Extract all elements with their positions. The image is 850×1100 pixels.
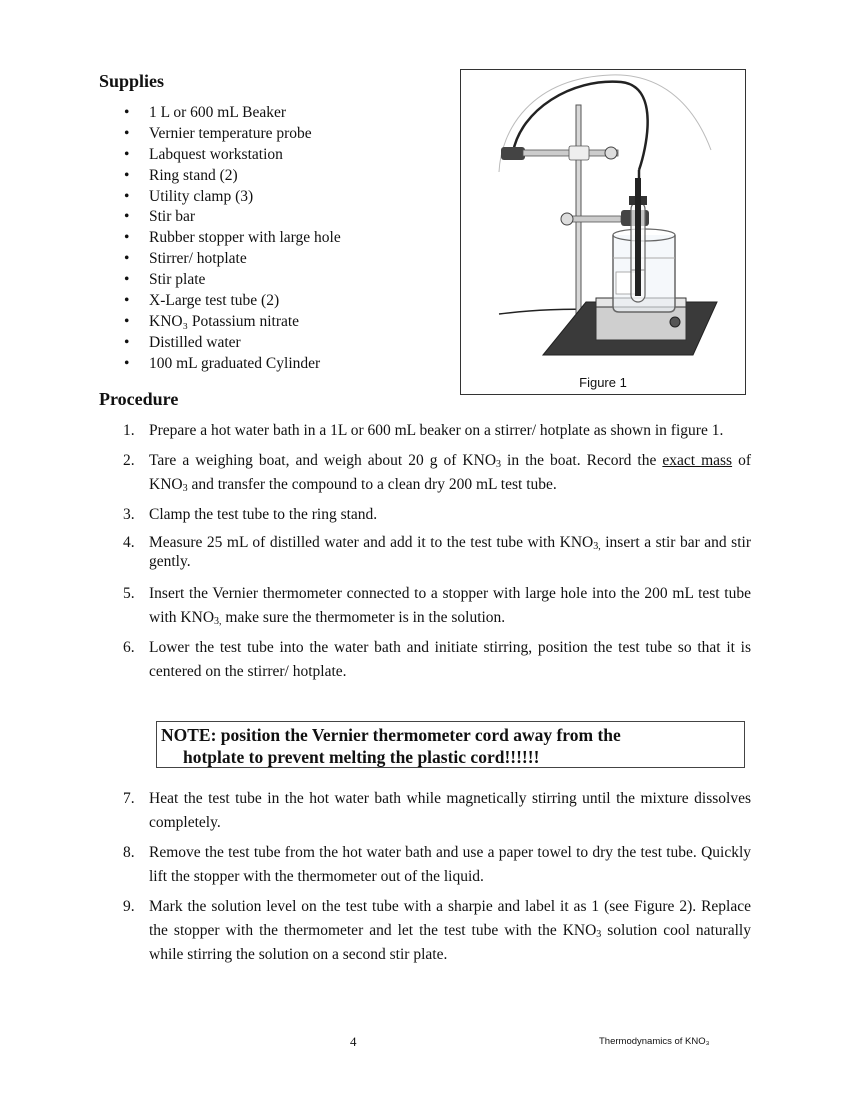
supplies-heading: Supplies bbox=[99, 71, 165, 91]
step-text: Insert the Vernier thermometer connected to a stopper with large hole into the 200 mL test tube with KNO bbox=[149, 585, 751, 626]
procedure-step-9 bbox=[123, 895, 751, 967]
subscript: 3, bbox=[593, 541, 601, 552]
step-text: and transfer the compound to a clean dry 200 mL test tube. bbox=[187, 476, 557, 493]
procedure-step-2 bbox=[123, 449, 751, 497]
supply-item: • Ring stand (2) bbox=[124, 166, 341, 187]
subscript: 3, bbox=[214, 616, 222, 627]
step-number: 1. bbox=[123, 422, 135, 439]
step-text: solution cool naturally while stirring the solution on a second stir plate. bbox=[149, 922, 751, 963]
subscript: 3 bbox=[182, 483, 188, 494]
apparatus-illustration bbox=[461, 70, 745, 370]
lower-clamp-knob bbox=[561, 213, 573, 225]
page-number: 4 bbox=[350, 1034, 357, 1049]
step-text: in the boat. Record the bbox=[501, 452, 663, 469]
supply-item: • 1 L or 600 mL Beaker bbox=[124, 103, 341, 124]
step-text: insert a stir bar and stir gently. bbox=[149, 534, 751, 570]
step-number: 5. bbox=[123, 585, 135, 602]
figure-1 bbox=[460, 69, 746, 395]
step-text: Remove the test tube from the hot water bath and use a paper towel to dry the test tube. Quickly lift the stopper with the thermometer out of the liquid. bbox=[149, 844, 751, 885]
step-text: of KNO bbox=[149, 452, 752, 493]
supply-item: • KNO₃ Potassium nitrate bbox=[124, 312, 341, 333]
step-text: make sure the thermometer is in the solution. bbox=[221, 609, 506, 626]
supply-item: • X-Large test tube (2) bbox=[124, 291, 341, 312]
procedure-step-7 bbox=[123, 787, 751, 835]
note-box bbox=[156, 721, 745, 768]
note-line-1: NOTE: position the Vernier thermometer cord away from the bbox=[161, 725, 621, 745]
step-text: Measure 25 mL of distilled water and add it to the test tube with KNO bbox=[149, 534, 594, 551]
step-number: 9. bbox=[123, 898, 135, 915]
upper-clamp-knob bbox=[605, 147, 617, 159]
step-text: Clamp the test tube to the ring stand. bbox=[149, 506, 378, 523]
procedure-step-4 bbox=[123, 533, 751, 571]
step-text: Tare a weighing boat, and weigh about 20 g of KNO bbox=[149, 452, 497, 469]
procedure-steps bbox=[123, 419, 751, 690]
supply-item: • Stir bar bbox=[124, 207, 341, 228]
step-text: Lower the test tube into the water bath and initiate stirring, position the test tube so that it is centered on the stirrer/ hotplate. bbox=[149, 639, 751, 680]
upper-clamp-jaw bbox=[501, 147, 525, 160]
step-text: Heat the test tube in the hot water bath while magnetically stirring until the mixture dissolves completely. bbox=[149, 790, 751, 831]
supply-item: • Stir plate bbox=[124, 270, 341, 291]
ring-stand-rod bbox=[576, 105, 581, 340]
footer-title: Thermodynamics of KNO₃ bbox=[599, 1036, 710, 1047]
supply-item: • Distilled water bbox=[124, 333, 341, 354]
procedure-steps-continued bbox=[123, 787, 751, 973]
note-line-2: hotplate to prevent melting the plastic cord!!!!!! bbox=[183, 747, 540, 767]
background-arc bbox=[499, 75, 711, 172]
procedure-heading: Procedure bbox=[99, 389, 179, 409]
procedure-step-1 bbox=[123, 419, 751, 443]
step-text: Prepare a hot water bath in a 1L or 600 mL beaker on a stirrer/ hotplate as shown in figure 1. bbox=[149, 422, 724, 439]
step-number: 7. bbox=[123, 790, 135, 807]
supply-item: • Stirrer/ hotplate bbox=[124, 249, 341, 270]
thermometer-probe bbox=[635, 178, 641, 296]
supply-item: • Labquest workstation bbox=[124, 145, 341, 166]
supply-item: • Vernier temperature probe bbox=[124, 124, 341, 145]
procedure-step-6 bbox=[123, 636, 751, 684]
procedure-step-3 bbox=[123, 503, 751, 527]
procedure-step-5 bbox=[123, 582, 751, 630]
step-number: 2. bbox=[123, 452, 135, 469]
supplies-list bbox=[124, 103, 341, 375]
upper-clamp-holder bbox=[569, 146, 589, 160]
subscript: 3 bbox=[496, 459, 502, 470]
supply-item: • 100 mL graduated Cylinder bbox=[124, 354, 341, 375]
subscript: 3 bbox=[596, 929, 602, 940]
step-number: 6. bbox=[123, 639, 135, 656]
exact-mass-underline: exact mass bbox=[662, 452, 733, 469]
step-number: 8. bbox=[123, 844, 135, 861]
step-number: 3. bbox=[123, 506, 135, 523]
supply-item: • Utility clamp (3) bbox=[124, 187, 341, 208]
step-number: 4. bbox=[123, 534, 135, 551]
step-text: Mark the solution level on the test tube with a sharpie and label it as 1 (see Figure 2). Replace the stopper with the thermometer and let the test tube with the KNO bbox=[149, 898, 751, 939]
hotplate-knob bbox=[670, 317, 680, 327]
procedure-step-8 bbox=[123, 841, 751, 889]
supply-item: • Rubber stopper with large hole bbox=[124, 228, 341, 249]
figure-caption: Figure 1 bbox=[579, 375, 627, 390]
